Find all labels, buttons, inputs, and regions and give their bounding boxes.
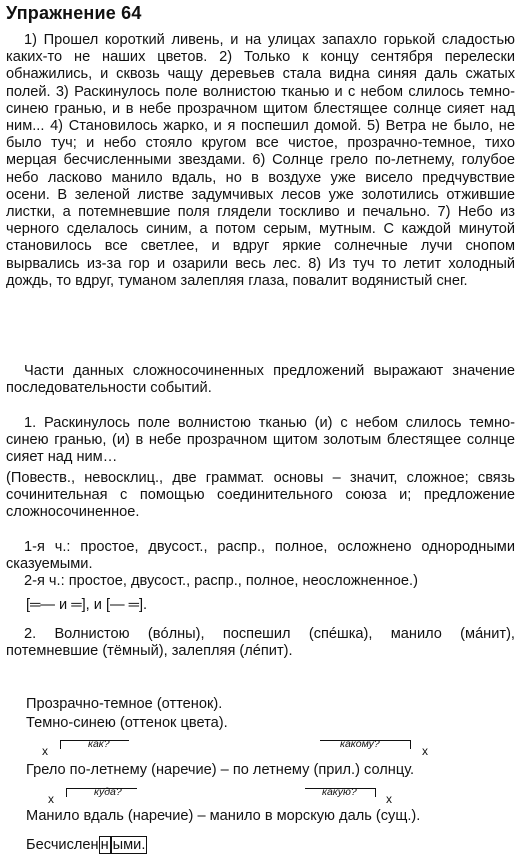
x-mark: x [422,744,428,758]
parsed-sentence: 1. Раскинулось поле волнистою тканью (и) с небом слилось темно-синею гранью, (и) в небе прозрачном щитом золотым блестящее солнце сияет над ним… [6,415,515,466]
clause-2-analysis: 2-я ч.: простое, двусост., распр., полное, неосложненное.) [24,573,418,590]
stress-examples: 2. Волнистою (вóлны), поспешил (спéшка), манило (мáнит), потемневшие (тёмный), залепляя (лéпит). [6,626,515,660]
question-label: какому? [340,738,380,750]
exercise-text: 1) Прошел короткий ливень, и на улицах запахло горькой сладостью каких-то не наших цветов. 2) Только к концу сентября перелески обнажились, и сквозь чащу деревьев стала видна синяя даль сжатых полей. 3) Раскинулось поле волнистою тканью и с небом слилось темно-синею гранью, и в небе прозрачном щитом блестящее солнце сияет над ним... 4) Становилось жарко, и я поспешил домой. 5) Ветра не было, не было туч; и небо стояло кругом все чистое, прозрачно-темное, тихо мерцая бесчисленными звездами. 6) Солнце грело по-летнему, голубое небо ласково манило вдаль, но в воздухе уже висело предчувствие осени. В зеленой листве задумчивых лесов уже золотились отжившие листки, а потемневшие поля глядели тоскливо и печально. 7) Небо из черного сделалось синим, а потом серым, мутным. С каждой минутой становилось все светлее, и вдруг яркие солнечные лучи снопом вырвались из-за гор и озарили весь лес. 8) Из туч то летит холодный дождь, то вдруг, туманом залепляя глаза, повалит водянистый снег. [6,32,515,289]
sentence-scheme: [═— и ═], и [— ═]. [26,597,148,613]
x-mark: x [42,744,48,758]
suffix-box: н [100,837,109,853]
sentence-analysis: (Повеств., невосклиц., две граммат. основы – значит, сложное; связь сочинительная с помощью соединительного союза и; предложение сложносочиненное. [6,470,515,521]
question-label: как? [88,738,110,750]
question-label: куда? [94,786,122,798]
answer-intro: Части данных сложносочиненных предложений выражают значение последовательности событий. [6,363,515,397]
x-mark: x [386,792,392,806]
clause-1-analysis: 1-я ч.: простое, двусост., распр., полное, осложнено однородными сказуемыми. [6,539,515,573]
word-part: Бесчислен [26,837,99,853]
example-line-3: Грело по-летнему (наречие) – по летнему (прил.) солнцу. [26,762,415,778]
x-mark: x [48,792,54,806]
question-label: какую? [322,786,357,798]
exercise-title: Упражнение 64 [6,3,142,23]
word-morphemes [26,837,147,853]
example-line-1: Прозрачно-темное (оттенок). [26,696,223,712]
example-line-4: Манило вдаль (наречие) – манило в морскую даль (сущ.). [26,808,421,824]
clause-analysis [6,539,515,591]
example-line-2: Темно-синею (оттенок цвета). [26,715,228,731]
ending-box: ыми. [112,837,146,853]
